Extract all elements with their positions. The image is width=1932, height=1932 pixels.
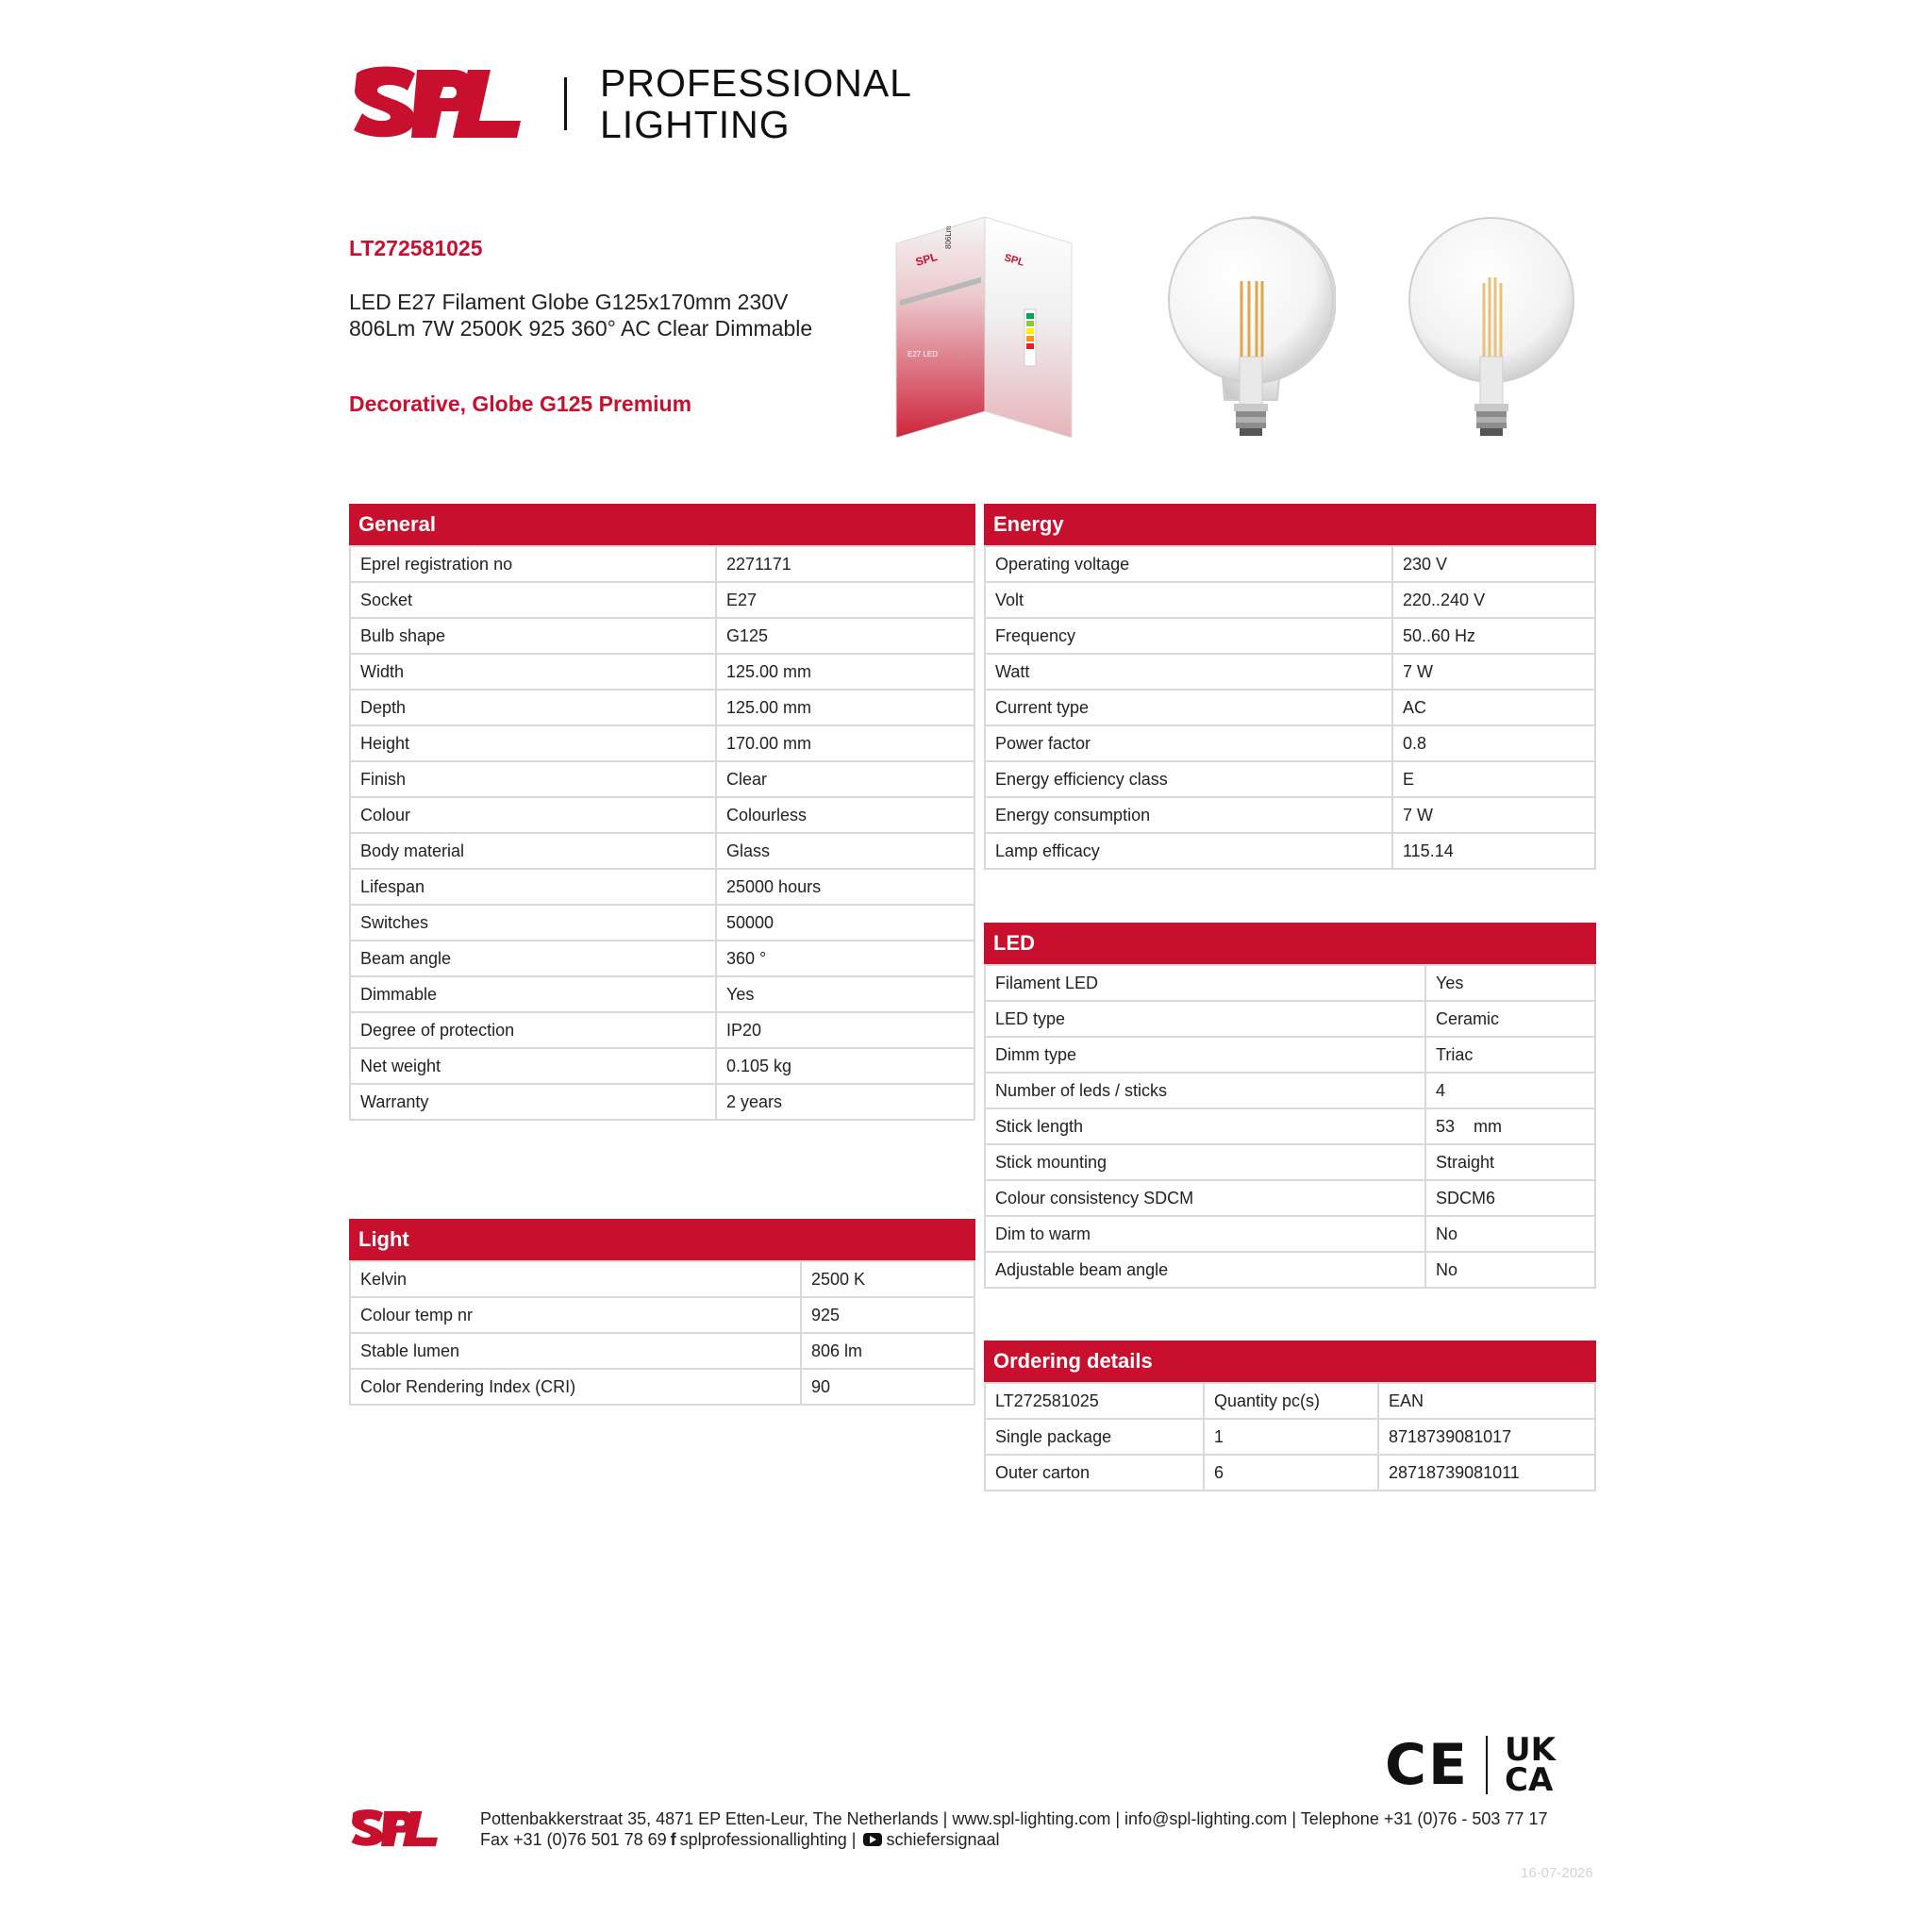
marks-separator bbox=[1486, 1736, 1488, 1794]
table-row bbox=[350, 690, 974, 725]
table-cell-value: No bbox=[1425, 1252, 1595, 1288]
youtube-icon bbox=[863, 1833, 882, 1846]
facebook-icon: f bbox=[670, 1830, 676, 1849]
table-cell-value: Ceramic bbox=[1425, 1001, 1595, 1037]
general-table bbox=[349, 545, 975, 1121]
energy-panel bbox=[984, 504, 1596, 870]
ordering-panel bbox=[984, 1341, 1596, 1491]
table-cell-label: Stable lumen bbox=[350, 1333, 801, 1369]
table-cell-label: Depth bbox=[350, 690, 716, 725]
table-cell-label: Dim to warm bbox=[985, 1216, 1425, 1252]
footer-spl-logo bbox=[349, 1802, 440, 1855]
table-row bbox=[350, 654, 974, 690]
table-cell-value: 2271171 bbox=[716, 546, 974, 582]
table-cell-value: Straight bbox=[1425, 1144, 1595, 1180]
table-row bbox=[350, 1084, 974, 1120]
table-row bbox=[985, 546, 1595, 582]
table-cell-label: Color Rendering Index (CRI) bbox=[350, 1369, 801, 1405]
ordering-title: Ordering details bbox=[984, 1341, 1596, 1382]
general-title: General bbox=[349, 504, 975, 545]
table-cell-value: 125.00 mm bbox=[716, 690, 974, 725]
bulb-image-side bbox=[1407, 215, 1576, 441]
table-cell-label: Finish bbox=[350, 761, 716, 797]
table-cell-value: 7 W bbox=[1392, 797, 1595, 833]
box-lumen-text: 806Lm bbox=[944, 225, 953, 249]
table-cell-value: 4 bbox=[1425, 1073, 1595, 1108]
table-row bbox=[350, 1333, 974, 1369]
logo-tagline: PROFESSIONAL LIGHTING bbox=[600, 61, 912, 146]
table-row bbox=[985, 690, 1595, 725]
table-cell-value: 230 V bbox=[1392, 546, 1595, 582]
table-cell-value: EAN bbox=[1378, 1383, 1595, 1419]
table-cell-label: Height bbox=[350, 725, 716, 761]
table-cell-label: Kelvin bbox=[350, 1261, 801, 1297]
table-cell-value: E bbox=[1392, 761, 1595, 797]
table-cell-value: Triac bbox=[1425, 1037, 1595, 1073]
table-row bbox=[985, 1419, 1595, 1455]
table-cell-value: 0.8 bbox=[1392, 725, 1595, 761]
table-row bbox=[985, 1216, 1595, 1252]
svg-text:SPL: SPL bbox=[913, 249, 940, 269]
ordering-table bbox=[984, 1382, 1596, 1491]
table-cell-label: Stick length bbox=[985, 1108, 1425, 1144]
table-row bbox=[350, 618, 974, 654]
table-cell-label: Colour bbox=[350, 797, 716, 833]
footer-contact bbox=[480, 1808, 1547, 1850]
table-cell-label: Filament LED bbox=[985, 965, 1425, 1001]
table-row bbox=[350, 1048, 974, 1084]
table-cell-value: 6 bbox=[1204, 1455, 1378, 1491]
table-cell-label: Stick mounting bbox=[985, 1144, 1425, 1180]
table-cell-value: IP20 bbox=[716, 1012, 974, 1048]
table-cell-label: Power factor bbox=[985, 725, 1392, 761]
table-cell-value: 50..60 Hz bbox=[1392, 618, 1595, 654]
product-box-image bbox=[894, 215, 1074, 440]
table-row bbox=[985, 1180, 1595, 1216]
table-cell-label: Outer carton bbox=[985, 1455, 1204, 1491]
table-cell-value: 53 mm bbox=[1425, 1108, 1595, 1144]
table-cell-label: Single package bbox=[985, 1419, 1204, 1455]
table-row bbox=[985, 965, 1595, 1001]
ce-mark: CE bbox=[1385, 1732, 1470, 1798]
footer-second-line bbox=[480, 1829, 1547, 1850]
table-cell-label: Degree of protection bbox=[350, 1012, 716, 1048]
table-cell-value: G125 bbox=[716, 618, 974, 654]
footer-address-line: Pottenbakkerstraat 35, 4871 EP Etten-Leur, The Netherlands | www.spl-lighting.com | info@spl-lighting.com | Telephone +31 (0)76 - 503 77 17 bbox=[480, 1809, 1548, 1828]
light-table bbox=[349, 1260, 975, 1406]
table-row bbox=[350, 1261, 974, 1297]
table-cell-value: Quantity pc(s) bbox=[1204, 1383, 1378, 1419]
led-table bbox=[984, 964, 1596, 1289]
light-title: Light bbox=[349, 1219, 975, 1260]
table-row bbox=[350, 976, 974, 1012]
table-row bbox=[985, 761, 1595, 797]
table-cell-value: No bbox=[1425, 1216, 1595, 1252]
table-cell-label: Energy efficiency class bbox=[985, 761, 1392, 797]
energy-title: Energy bbox=[984, 504, 1596, 545]
table-cell-value: Colourless bbox=[716, 797, 974, 833]
table-cell-label: Operating voltage bbox=[985, 546, 1392, 582]
table-row bbox=[350, 869, 974, 905]
table-cell-label: Warranty bbox=[350, 1084, 716, 1120]
table-cell-value: Glass bbox=[716, 833, 974, 869]
table-cell-label: Number of leds / sticks bbox=[985, 1073, 1425, 1108]
table-row bbox=[985, 725, 1595, 761]
table-row bbox=[985, 654, 1595, 690]
table-row bbox=[985, 1144, 1595, 1180]
footer-youtube-link[interactable]: schiefersignaal bbox=[886, 1830, 1000, 1849]
table-cell-label: Switches bbox=[350, 905, 716, 941]
table-row bbox=[350, 905, 974, 941]
table-cell-label: Net weight bbox=[350, 1048, 716, 1084]
table-row bbox=[350, 725, 974, 761]
table-cell-value: 7 W bbox=[1392, 654, 1595, 690]
table-cell-value: 170.00 mm bbox=[716, 725, 974, 761]
certification-marks bbox=[1385, 1732, 1556, 1798]
table-cell-label: Colour consistency SDCM bbox=[985, 1180, 1425, 1216]
table-cell-value: AC bbox=[1392, 690, 1595, 725]
table-cell-value: 925 bbox=[801, 1297, 974, 1333]
table-row bbox=[350, 761, 974, 797]
table-row bbox=[985, 1037, 1595, 1073]
table-cell-value: 28718739081011 bbox=[1378, 1455, 1595, 1491]
svg-text:SPL: SPL bbox=[1003, 252, 1026, 269]
footer-facebook-link[interactable]: splprofessionallighting | bbox=[679, 1830, 857, 1849]
bulb-image-front bbox=[1166, 215, 1336, 441]
table-cell-label: Width bbox=[350, 654, 716, 690]
table-cell-label: Volt bbox=[985, 582, 1392, 618]
logo-separator bbox=[564, 77, 567, 130]
table-cell-value: Yes bbox=[716, 976, 974, 1012]
table-cell-value: SDCM6 bbox=[1425, 1180, 1595, 1216]
product-sku: LT272581025 bbox=[349, 236, 483, 260]
table-row bbox=[985, 833, 1595, 869]
box-led-label: E27 LED bbox=[908, 350, 939, 358]
table-cell-value: Clear bbox=[716, 761, 974, 797]
table-cell-value: 220..240 V bbox=[1392, 582, 1595, 618]
table-cell-value: 115.14 bbox=[1392, 833, 1595, 869]
table-cell-value: 90 bbox=[801, 1369, 974, 1405]
product-title: LED E27 Filament Globe G125x170mm 230V 806Lm 7W 2500K 925 360° AC Clear Dimmable bbox=[349, 290, 813, 341]
general-panel bbox=[349, 504, 975, 1121]
table-cell-label: Bulb shape bbox=[350, 618, 716, 654]
table-cell-value: 2500 K bbox=[801, 1261, 974, 1297]
table-row bbox=[350, 1012, 974, 1048]
table-cell-value: 125.00 mm bbox=[716, 654, 974, 690]
table-row bbox=[985, 582, 1595, 618]
table-cell-label: Energy consumption bbox=[985, 797, 1392, 833]
table-row bbox=[350, 1369, 974, 1405]
table-cell-label: Beam angle bbox=[350, 941, 716, 976]
table-cell-value: 1 bbox=[1204, 1419, 1378, 1455]
ukca-mark: UK CA bbox=[1505, 1731, 1556, 1799]
table-row bbox=[985, 1383, 1595, 1419]
table-cell-label: Dimmable bbox=[350, 976, 716, 1012]
spl-logo bbox=[349, 64, 525, 142]
product-category: Decorative, Globe G125 Premium bbox=[349, 391, 692, 416]
table-cell-label: LT272581025 bbox=[985, 1383, 1204, 1419]
led-title: LED bbox=[984, 923, 1596, 964]
table-cell-value: 50000 bbox=[716, 905, 974, 941]
table-cell-label: Socket bbox=[350, 582, 716, 618]
table-cell-label: Current type bbox=[985, 690, 1392, 725]
table-cell-label: Frequency bbox=[985, 618, 1392, 654]
table-row bbox=[350, 1297, 974, 1333]
table-row bbox=[985, 1108, 1595, 1144]
table-cell-value: 806 lm bbox=[801, 1333, 974, 1369]
table-row bbox=[985, 1001, 1595, 1037]
table-row bbox=[985, 1073, 1595, 1108]
document-date: 16-07-2026 bbox=[1521, 1865, 1593, 1881]
table-row bbox=[350, 546, 974, 582]
table-cell-label: Eprel registration no bbox=[350, 546, 716, 582]
light-panel bbox=[349, 1219, 975, 1406]
table-row bbox=[350, 797, 974, 833]
table-row bbox=[350, 833, 974, 869]
table-cell-value: E27 bbox=[716, 582, 974, 618]
table-cell-label: Lifespan bbox=[350, 869, 716, 905]
led-panel bbox=[984, 923, 1596, 1289]
table-cell-value: 360 ° bbox=[716, 941, 974, 976]
table-cell-label: Colour temp nr bbox=[350, 1297, 801, 1333]
table-cell-value: 2 years bbox=[716, 1084, 974, 1120]
table-cell-label: Body material bbox=[350, 833, 716, 869]
energy-table bbox=[984, 545, 1596, 870]
table-row bbox=[985, 1252, 1595, 1288]
table-cell-value: 25000 hours bbox=[716, 869, 974, 905]
table-cell-label: Adjustable beam angle bbox=[985, 1252, 1425, 1288]
table-row bbox=[985, 797, 1595, 833]
table-cell-value: Yes bbox=[1425, 965, 1595, 1001]
table-row bbox=[350, 941, 974, 976]
table-cell-value: 8718739081017 bbox=[1378, 1419, 1595, 1455]
table-cell-label: LED type bbox=[985, 1001, 1425, 1037]
table-cell-label: Watt bbox=[985, 654, 1392, 690]
table-cell-label: Dimm type bbox=[985, 1037, 1425, 1073]
table-row bbox=[350, 582, 974, 618]
table-row bbox=[985, 1455, 1595, 1491]
table-row bbox=[985, 618, 1595, 654]
footer-fax: Fax +31 (0)76 501 78 69 bbox=[480, 1830, 667, 1849]
table-cell-value: 0.105 kg bbox=[716, 1048, 974, 1084]
table-cell-label: Lamp efficacy bbox=[985, 833, 1392, 869]
